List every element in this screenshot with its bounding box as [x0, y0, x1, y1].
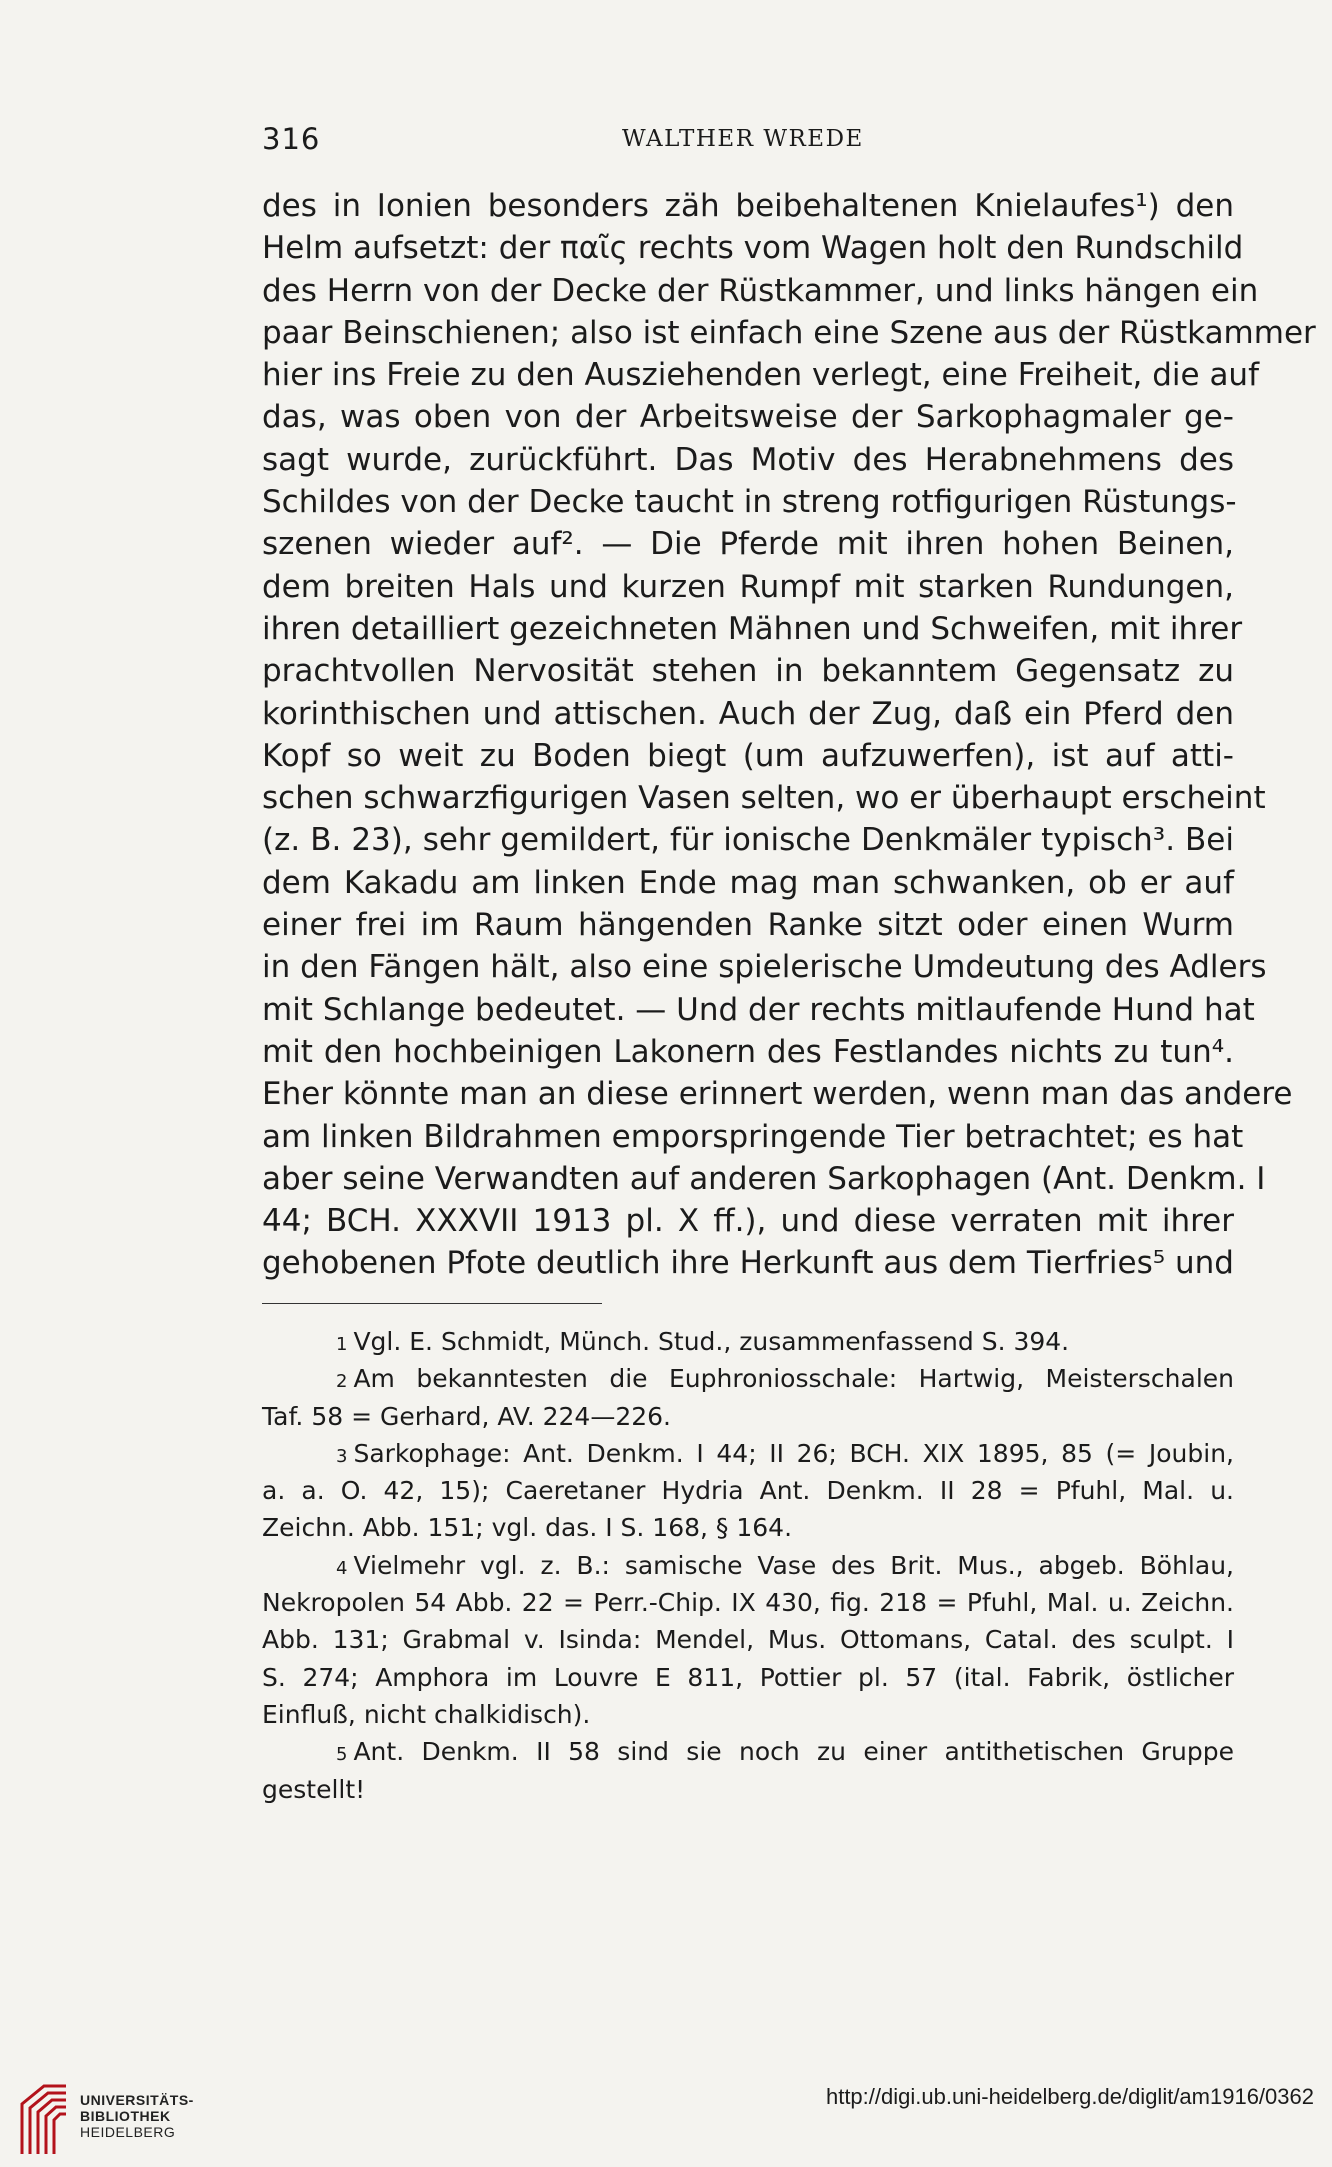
- body-line: Eher könnte man an diese erinnert werden, wenn man das andere: [262, 1076, 1293, 1113]
- footnote-line: gestellt!: [262, 1774, 366, 1804]
- footnote-divider: [262, 1303, 602, 1304]
- running-head: [262, 122, 1262, 162]
- footnote-line: a. a. O. 42, 15); Caeretaner Hydria Ant. Denkm. II 28 = Pfuhl, Mal. u.: [262, 1476, 1234, 1506]
- body-line: paar Beinschienen; also ist einfach eine Szene aus der Rüstkammer: [262, 314, 1316, 351]
- body-line: szenen wieder auf². — Die Pferde mit ihren hohen Beinen,: [262, 526, 1234, 563]
- footnote-number: 5: [336, 1744, 348, 1766]
- body-line: aber seine Verwandten auf anderen Sarkophagen (Ant. Denkm. I: [262, 1160, 1266, 1197]
- library-line-2: BIBLIOTHEK: [80, 2108, 171, 2124]
- body-line: hier ins Freie zu den Ausziehenden verlegt, eine Freiheit, die auf: [262, 357, 1259, 394]
- body-line: das, was oben von der Arbeitsweise der Sarkophagmaler ge-: [262, 399, 1234, 436]
- footnote-text: Sarkophage: Ant. Denkm. I 44; II 26; BCH. XIX 1895, 85 (= Joubin,: [353, 1438, 1234, 1468]
- body-line: korinthischen und attischen. Auch der Zug, daß ein Pferd den: [262, 695, 1234, 732]
- body-line: dem breiten Hals und kurzen Rumpf mit starken Rundungen,: [262, 568, 1234, 605]
- body-line: (z. B. 23), sehr gemildert, für ionische Denkmäler typisch³. Bei: [262, 822, 1234, 859]
- body-line: des in Ionien besonders zäh beibehaltenen Knielaufes¹) den: [262, 188, 1234, 224]
- footnote-text: Vgl. E. Schmidt, Münch. Stud., zusammenfassend S. 394.: [353, 1327, 1070, 1356]
- body-line: des Herrn von der Decke der Rüstkammer, und links hängen ein: [262, 272, 1259, 309]
- body-line: ihren detailliert gezeichneten Mähnen und Schweifen, mit ihrer: [262, 610, 1243, 647]
- body-line: am linken Bildrahmen emporspringende Tier betrachtet; es hat: [262, 1118, 1244, 1155]
- body-line: dem Kakadu am linken Ende mag man schwanken, ob er auf: [262, 864, 1234, 901]
- footnote-line: [262, 1733, 1234, 1770]
- body-line: gehobenen Pfote deutlich ihre Herkunft aus dem Tierfries⁵ und: [262, 1245, 1234, 1282]
- footnote-text: Vielmehr vgl. z. B.: samische Vase des Brit. Mus., abgeb. Böhlau,: [353, 1550, 1234, 1580]
- library-logo-icon: [14, 2078, 86, 2158]
- body-line: schen schwarzfigurigen Vasen selten, wo er überhaupt erscheint: [262, 780, 1266, 817]
- library-line-1: UNIVERSITÄTS-: [80, 2092, 194, 2108]
- body-line: sagt wurde, zurückführt. Das Motiv des Herabnehmens des: [262, 441, 1234, 478]
- body-line: Kopf so weit zu Boden biegt (um aufzuwerfen), ist auf atti-: [262, 737, 1234, 774]
- source-url-link[interactable]: http://digi.ub.uni-heidelberg.de/diglit/am1916/0362: [825, 2084, 1314, 2109]
- library-name: [80, 2092, 194, 2140]
- footnote-line: Nekropolen 54 Abb. 22 = Perr.-Chip. IX 430, fig. 218 = Pfuhl, Mal. u. Zeichn.: [262, 1588, 1234, 1618]
- footnote-line: Abb. 131; Grabmal v. Isinda: Mendel, Mus. Ottomans, Catal. des sculpt. I: [262, 1625, 1234, 1655]
- body-line: 44; BCH. XXXVII 1913 pl. X ff.), und diese verraten mit ihrer: [262, 1203, 1234, 1240]
- footnote-text: Am bekanntesten die Euphroniosschale: Hartwig, Meisterschalen: [353, 1364, 1234, 1394]
- footnote-number: 2: [336, 1371, 348, 1393]
- footnote-line: Zeichn. Abb. 151; vgl. das. I S. 168, § 164.: [262, 1513, 793, 1543]
- footnote-line: S. 274; Amphora im Louvre E 811, Pottier pl. 57 (ital. Fabrik, östlicher: [262, 1662, 1234, 1692]
- body-line: Helm aufsetzt: der παῖς rechts vom Wagen holt den Rundschild: [262, 230, 1244, 267]
- footnote-line: [262, 1360, 1234, 1397]
- body-line: Schildes von der Decke taucht in streng rotfigurigen Rüstungs-: [262, 484, 1237, 521]
- body-text: [262, 185, 1316, 1285]
- body-line: prachtvollen Nervosität stehen in bekanntem Gegensatz zu: [262, 653, 1234, 690]
- body-line: mit den hochbeinigen Lakonern des Festlandes nichts zu tun⁴.: [262, 1033, 1234, 1070]
- footnote-line: Taf. 58 = Gerhard, AV. 224—226.: [262, 1401, 671, 1431]
- footnote-line: [262, 1547, 1234, 1584]
- running-title: WALTHER WREDE: [622, 126, 864, 152]
- body-line: in den Fängen hält, also eine spielerische Umdeutung des Adlers: [262, 949, 1267, 986]
- footnote-text: Ant. Denkm. II 58 sind sie noch zu einer antithetischen Gruppe: [353, 1737, 1234, 1767]
- body-line: mit Schlange bedeutet. — Und der rechts mitlaufende Hund hat: [262, 991, 1255, 1028]
- footnote-line: Einfluß, nicht chalkidisch).: [262, 1699, 591, 1729]
- footnote-line: [262, 1323, 1234, 1360]
- footnote-number: 1: [336, 1334, 348, 1355]
- footnotes: [262, 1323, 1234, 1808]
- body-line: einer frei im Raum hängenden Ranke sitzt oder einen Wurm: [262, 907, 1234, 944]
- footnote-line: [262, 1435, 1234, 1472]
- footer: [0, 2070, 1332, 2167]
- page-number: 316: [262, 122, 321, 156]
- footnote-number: 4: [336, 1557, 348, 1579]
- library-line-3: HEIDELBERG: [80, 2124, 176, 2140]
- footnote-number: 3: [336, 1445, 348, 1467]
